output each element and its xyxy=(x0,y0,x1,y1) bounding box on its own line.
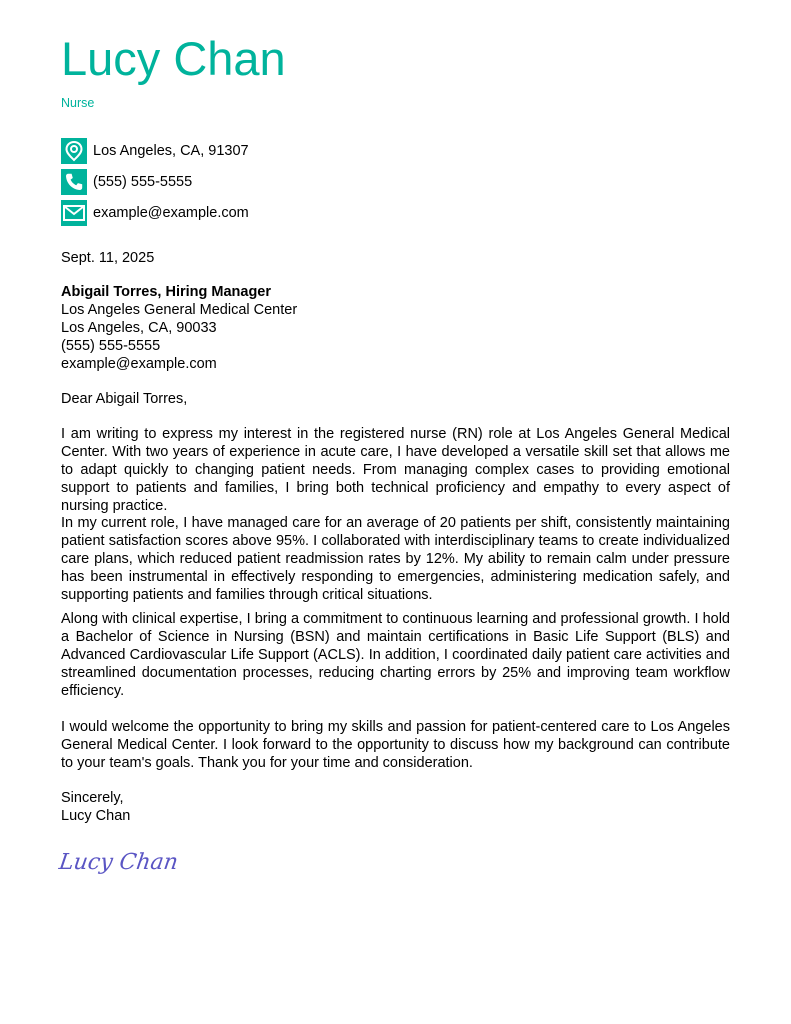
applicant-name: Lucy Chan xyxy=(61,32,286,85)
phone-icon xyxy=(61,169,87,195)
envelope-icon xyxy=(61,200,87,226)
recipient-block xyxy=(61,283,297,373)
body-paragraph-1: I am writing to express my interest in the registered nurse (RN) role at Los Angeles General Medical Center. With two years of experience in acute care, I have developed a versatile skill set that allows me to adapt quickly to changing patient needs. From managing complex cases to providing emotional support to patients and families, I bring both technical proficiency and empathy to every aspect of nursing practice. xyxy=(61,426,730,514)
handwritten-signature xyxy=(57,842,180,882)
closing-phrase: Sincerely, xyxy=(61,790,124,806)
closing-name: Lucy Chan xyxy=(61,808,131,824)
contact-address-row xyxy=(61,138,249,164)
recipient-email: example@example.com xyxy=(61,356,217,372)
location-pin-icon xyxy=(61,138,87,164)
body-paragraph-2: In my current role, I have managed care for an average of 20 patients per shift, consistently maintaining patient satisfaction scores above 95%. I collaborated with interdisciplinary teams to create individualized care plans, which reduced patient readmission rates by 12%. My ability to remain calm under pressure has been instrumental in effectively responding to emergencies, administering medication safely, and supporting patients and families through critical situations. xyxy=(61,515,730,603)
signature-glyphs: Lucy Chan xyxy=(57,849,180,875)
job-title: Nurse xyxy=(61,96,95,110)
recipient-name: Abigail Torres, Hiring Manager xyxy=(61,284,272,300)
recipient-address: Los Angeles, CA, 90033 xyxy=(61,320,217,336)
contact-email-row xyxy=(61,200,249,226)
contact-phone: (555) 555-5555 xyxy=(93,174,193,190)
contact-email: example@example.com xyxy=(93,205,249,221)
contact-info xyxy=(61,138,249,231)
recipient-organization: Los Angeles General Medical Center xyxy=(61,302,298,318)
letter-date: Sept. 11, 2025 xyxy=(61,250,155,266)
body-paragraph-3: Along with clinical expertise, I bring a commitment to continuous learning and professional growth. I hold a Bachelor of Science in Nursing (BSN) and maintain certifications in Basic Life Support (BLS) and Advanced Cardiovascular Life Support (ACLS). In addition, I coordinated daily patient care activities and streamlined documentation processes, reducing charting errors by 25% and improving team workflow efficiency. xyxy=(61,611,730,699)
contact-address: Los Angeles, CA, 91307 xyxy=(93,143,249,159)
closing-block xyxy=(61,789,130,825)
contact-phone-row xyxy=(61,169,249,195)
recipient-phone: (555) 555-5555 xyxy=(61,338,161,354)
salutation: Dear Abigail Torres, xyxy=(61,391,188,407)
body-paragraph-4: I would welcome the opportunity to bring my skills and passion for patient-centered care to Los Angeles General Medical Center. I look forward to the opportunity to discuss how my background can contribute to your team's goals. Thank you for your time and consideration. xyxy=(61,719,730,771)
